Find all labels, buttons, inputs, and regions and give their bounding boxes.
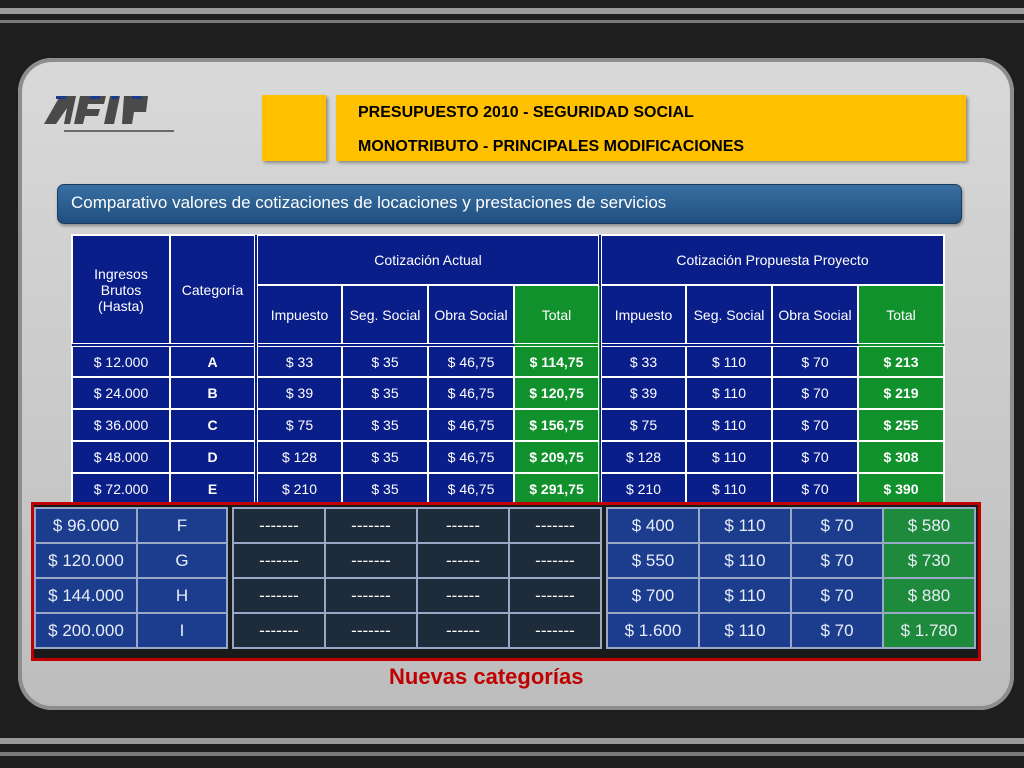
cell-p-imp: $ 75 [600, 409, 686, 441]
table-row [72, 409, 944, 441]
table-row [35, 613, 975, 648]
cell-p-tot: $ 219 [858, 377, 944, 409]
title-box [336, 95, 966, 161]
cell-ingresos: $ 12.000 [72, 345, 170, 377]
header-actual-total: Total [514, 285, 600, 345]
header-actual-seg-social: Seg. Social [342, 285, 428, 345]
cell-ingresos: $ 24.000 [72, 377, 170, 409]
cell-a-tot: ------- [509, 508, 601, 543]
cell-cat: C [170, 409, 256, 441]
cell-ingresos: $ 96.000 [35, 508, 137, 543]
cell-p-tot: $ 1.780 [883, 613, 975, 648]
header-prop-total: Total [858, 285, 944, 345]
header-ingresos-line2: Brutos [100, 281, 142, 298]
cell-p-tot: $ 730 [883, 543, 975, 578]
cell-p-seg: $ 110 [699, 578, 791, 613]
header-cotizacion-propuesta: Cotización Propuesta Proyecto [600, 235, 944, 285]
header-prop-seg-social: Seg. Social [686, 285, 772, 345]
cell-p-obra: $ 70 [772, 409, 858, 441]
cell-a-tot: $ 114,75 [514, 345, 600, 377]
cell-a-seg: ------- [325, 508, 417, 543]
header-ingresos-line3: (Hasta) [98, 297, 144, 314]
cell-p-obra: $ 70 [791, 578, 883, 613]
cell-a-seg: ------- [325, 578, 417, 613]
afip-logo [42, 92, 192, 140]
cell-p-obra: $ 70 [772, 345, 858, 377]
cell-a-tot: ------- [509, 578, 601, 613]
cell-cat: F [137, 508, 227, 543]
cell-p-obra: $ 70 [791, 543, 883, 578]
cell-p-imp: $ 33 [600, 345, 686, 377]
cell-cat: D [170, 441, 256, 473]
cell-cat: E [170, 473, 256, 505]
cell-a-tot: $ 209,75 [514, 441, 600, 473]
nuevas-categorias-label: Nuevas categorías [389, 664, 584, 689]
cell-a-imp: $ 39 [256, 377, 342, 409]
cell-p-seg: $ 110 [686, 441, 772, 473]
cell-cat: A [170, 345, 256, 377]
title-line-2: MONOTRIBUTO - PRINCIPALES MODIFICACIONES [358, 138, 745, 155]
header-ingresos-line1: Ingresos [94, 265, 148, 282]
cell-a-seg: ------- [325, 613, 417, 648]
table-row [72, 473, 944, 505]
cell-p-tot: $ 580 [883, 508, 975, 543]
cell-p-imp: $ 1.600 [607, 613, 699, 648]
cell-p-tot: $ 213 [858, 345, 944, 377]
cell-p-obra: $ 70 [772, 377, 858, 409]
cell-a-tot: $ 120,75 [514, 377, 600, 409]
cell-a-seg: ------- [325, 543, 417, 578]
cell-a-imp: $ 33 [256, 345, 342, 377]
cell-p-imp: $ 210 [600, 473, 686, 505]
cell-p-seg: $ 110 [699, 613, 791, 648]
table-row [35, 578, 975, 613]
cell-p-obra: $ 70 [791, 508, 883, 543]
cell-ingresos: $ 200.000 [35, 613, 137, 648]
header-actual-obra-social: Obra Social [428, 285, 514, 345]
cell-ingresos: $ 36.000 [72, 409, 170, 441]
header-actual-impuesto: Impuesto [256, 285, 342, 345]
cell-a-seg: $ 35 [342, 441, 428, 473]
cell-a-obra: ------ [417, 508, 509, 543]
nuevas-categorias-table [34, 507, 976, 649]
cell-p-tot: $ 880 [883, 578, 975, 613]
cell-ingresos: $ 48.000 [72, 441, 170, 473]
cell-a-obra: ------ [417, 543, 509, 578]
header-cotizacion-actual: Cotización Actual [256, 235, 600, 285]
cell-cat: H [137, 578, 227, 613]
header-prop-obra-social: Obra Social [772, 285, 858, 345]
bottom-stripe [0, 738, 1024, 744]
cell-p-imp: $ 700 [607, 578, 699, 613]
cell-a-obra: $ 46,75 [428, 441, 514, 473]
cell-cat: G [137, 543, 227, 578]
bottom-stripe-thin [0, 752, 1024, 756]
cell-a-imp: $ 210 [256, 473, 342, 505]
cell-a-imp: ------- [233, 578, 325, 613]
cell-p-obra: $ 70 [772, 473, 858, 505]
table-row [72, 377, 944, 409]
cell-p-tot: $ 308 [858, 441, 944, 473]
cell-p-imp: $ 39 [600, 377, 686, 409]
cell-a-imp: ------- [233, 508, 325, 543]
cell-ingresos: $ 72.000 [72, 473, 170, 505]
cell-p-obra: $ 70 [772, 441, 858, 473]
cotizaciones-table [71, 234, 945, 506]
cell-a-obra: $ 46,75 [428, 345, 514, 377]
cell-a-obra: $ 46,75 [428, 409, 514, 441]
cell-p-seg: $ 110 [686, 377, 772, 409]
cell-a-imp: $ 128 [256, 441, 342, 473]
cell-p-seg: $ 110 [686, 409, 772, 441]
cell-a-tot: ------- [509, 543, 601, 578]
cell-a-tot: ------- [509, 613, 601, 648]
top-stripe-thin [0, 20, 1024, 23]
table-row [35, 508, 975, 543]
cell-a-imp: ------- [233, 543, 325, 578]
cell-p-imp: $ 550 [607, 543, 699, 578]
cell-a-obra: ------ [417, 578, 509, 613]
cell-a-tot: $ 291,75 [514, 473, 600, 505]
cell-a-seg: $ 35 [342, 377, 428, 409]
cell-a-obra: $ 46,75 [428, 473, 514, 505]
cell-a-obra: ------ [417, 613, 509, 648]
cell-p-seg: $ 110 [699, 508, 791, 543]
header-categoria: Categoría [170, 235, 256, 345]
cell-a-tot: $ 156,75 [514, 409, 600, 441]
header-prop-impuesto: Impuesto [600, 285, 686, 345]
cell-a-imp: $ 75 [256, 409, 342, 441]
header-ingresos [72, 235, 170, 345]
cell-ingresos: $ 120.000 [35, 543, 137, 578]
table-row [35, 543, 975, 578]
cell-p-tot: $ 255 [858, 409, 944, 441]
subtitle-bar [57, 184, 962, 224]
title-line-1: PRESUPUESTO 2010 - SEGURIDAD SOCIAL [358, 104, 694, 121]
cell-p-imp: $ 400 [607, 508, 699, 543]
cell-a-seg: $ 35 [342, 473, 428, 505]
table-row [72, 441, 944, 473]
cell-ingresos: $ 144.000 [35, 578, 137, 613]
subtitle-text: Comparativo valores de cotizaciones de locaciones y prestaciones de servicios [71, 193, 667, 212]
cell-p-tot: $ 390 [858, 473, 944, 505]
cell-a-seg: $ 35 [342, 409, 428, 441]
cell-p-seg: $ 110 [686, 345, 772, 377]
cell-p-obra: $ 70 [791, 613, 883, 648]
cell-a-imp: ------- [233, 613, 325, 648]
cell-p-seg: $ 110 [699, 543, 791, 578]
cell-a-obra: $ 46,75 [428, 377, 514, 409]
cell-cat: B [170, 377, 256, 409]
cell-p-seg: $ 110 [686, 473, 772, 505]
top-stripe [0, 8, 1024, 14]
title-square [262, 95, 326, 161]
table-row [72, 345, 944, 377]
cell-p-imp: $ 128 [600, 441, 686, 473]
cell-cat: I [137, 613, 227, 648]
cell-a-seg: $ 35 [342, 345, 428, 377]
